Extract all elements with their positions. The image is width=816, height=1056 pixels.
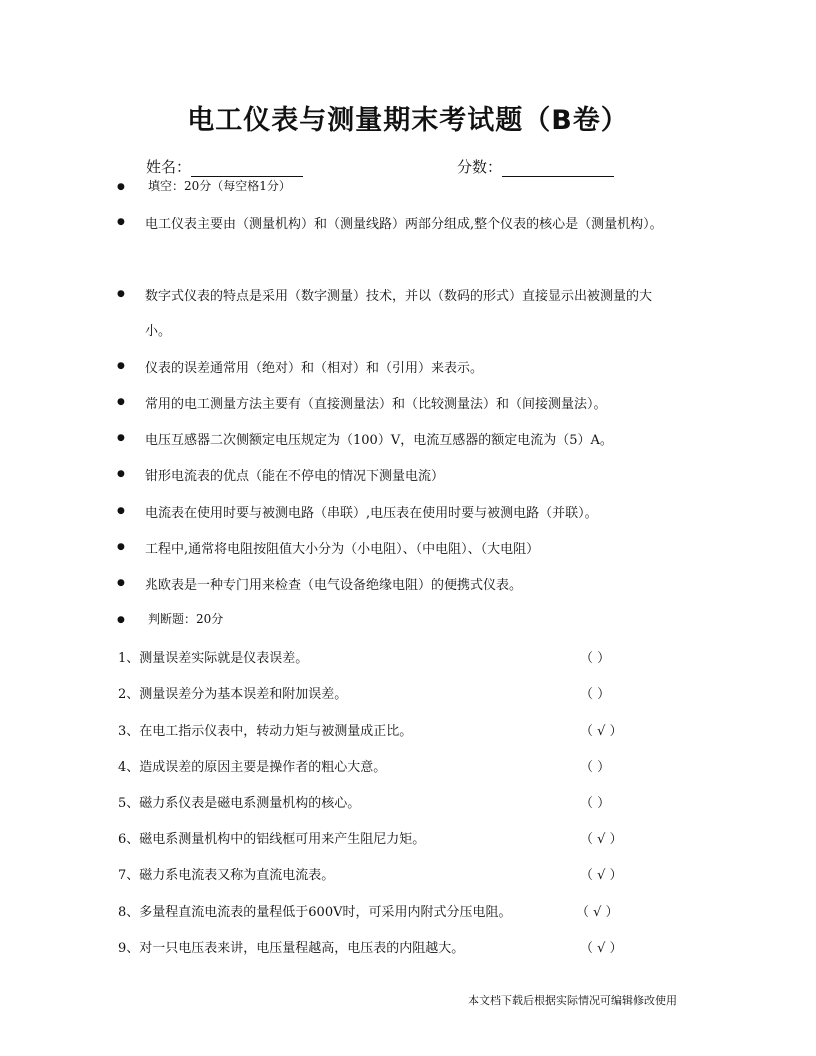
footer-note: 本文档下载后根据实际情况可编辑修改使用 — [468, 994, 677, 1007]
bullet-icon: ● — [117, 433, 125, 443]
list-item: 数字式仪表的特点是采用（数字测量）技术，并以（数码的形式）直接显示出被测量的大 — [145, 289, 653, 304]
list-item: 电流表在使用时要与被测电路（串联）,电压表在使用时要与被测电路（并联）。 — [145, 506, 598, 521]
bullet-icon: ● — [117, 289, 125, 299]
bullet-icon: ● — [117, 217, 125, 227]
bullet-icon: ● — [117, 578, 125, 588]
page-title: 电工仪表与测量期末考试题（B卷） — [187, 105, 629, 136]
bullet-icon: ● — [117, 469, 125, 479]
list-item: 小。 — [145, 324, 172, 339]
judge-section-heading: 判断题：20分 — [148, 612, 224, 626]
answer-mark[interactable]: （ ） — [580, 760, 611, 775]
list-item: 电压互感器二次侧额定电压规定为（100）V，电流互感器的额定电流为（5）A。 — [145, 433, 613, 448]
fill-section-heading: 填空：20分（每空格1分） — [148, 179, 291, 193]
question-text: 6、磁电系测量机构中的铝线框可用来产生阻尼力矩。 — [118, 832, 426, 847]
question-text: 9、对一只电压表来讲，电压量程越高，电压表的内阻越大。 — [118, 941, 465, 956]
answer-mark[interactable]: （ √ ） — [580, 832, 623, 847]
bullet-icon: ● — [117, 542, 125, 552]
bullet-icon: ● — [117, 506, 125, 516]
list-item: 电工仪表主要由（测量机构）和（测量线路）两部分组成,整个仪表的核心是（测量机构）。 — [145, 217, 663, 232]
score-label: 分数： — [457, 158, 503, 176]
answer-mark[interactable]: （ √ ） — [580, 941, 623, 956]
name-field — [146, 156, 303, 177]
list-item: 常用的电工测量方法主要有（直接测量法）和（比较测量法）和（间接测量法）。 — [145, 397, 607, 412]
bullet-icon: ● — [117, 615, 125, 625]
question-text: 4、造成误差的原因主要是操作者的粗心大意。 — [118, 760, 387, 775]
answer-mark[interactable]: （ ） — [580, 651, 611, 666]
score-field — [457, 156, 614, 177]
list-item: 仪表的误差通常用（绝对）和（相对）和（引用）来表示。 — [145, 361, 484, 376]
bullet-icon: ● — [117, 397, 125, 407]
answer-mark[interactable]: （ √ ） — [580, 724, 623, 739]
question-text: 8、多量程直流电流表的量程低于600V时，可采用内附式分压电阻。 — [118, 905, 512, 920]
question-text: 5、磁力系仪表是磁电系测量机构的核心。 — [118, 796, 361, 811]
bullet-icon: ● — [117, 182, 125, 192]
question-text: 7、磁力系电流表又称为直流电流表。 — [118, 868, 335, 883]
score-blank[interactable] — [502, 160, 614, 177]
name-label: 姓名： — [146, 158, 192, 176]
list-item: 钳形电流表的优点（能在不停电的情况下测量电流） — [145, 469, 445, 484]
answer-mark[interactable]: （ ） — [580, 796, 611, 811]
question-text: 2、测量误差分为基本误差和附加误差。 — [118, 687, 348, 702]
bullet-icon: ● — [117, 361, 125, 371]
question-text: 1、测量误差实际就是仪表误差。 — [118, 651, 309, 666]
answer-mark[interactable]: （ √ ） — [576, 905, 619, 920]
question-text: 3、在电工指示仪表中，转动力矩与被测量成正比。 — [118, 724, 413, 739]
answer-mark[interactable]: （ ） — [580, 687, 611, 702]
answer-mark[interactable]: （ √ ） — [580, 868, 623, 883]
list-item: 兆欧表是一种专门用来检查（电气设备绝缘电阻）的便携式仪表。 — [145, 578, 523, 593]
name-blank[interactable] — [191, 160, 303, 177]
list-item: 工程中,通常将电阻按阻值大小分为（小电阻）、（中电阻）、（大电阻） — [145, 542, 540, 557]
